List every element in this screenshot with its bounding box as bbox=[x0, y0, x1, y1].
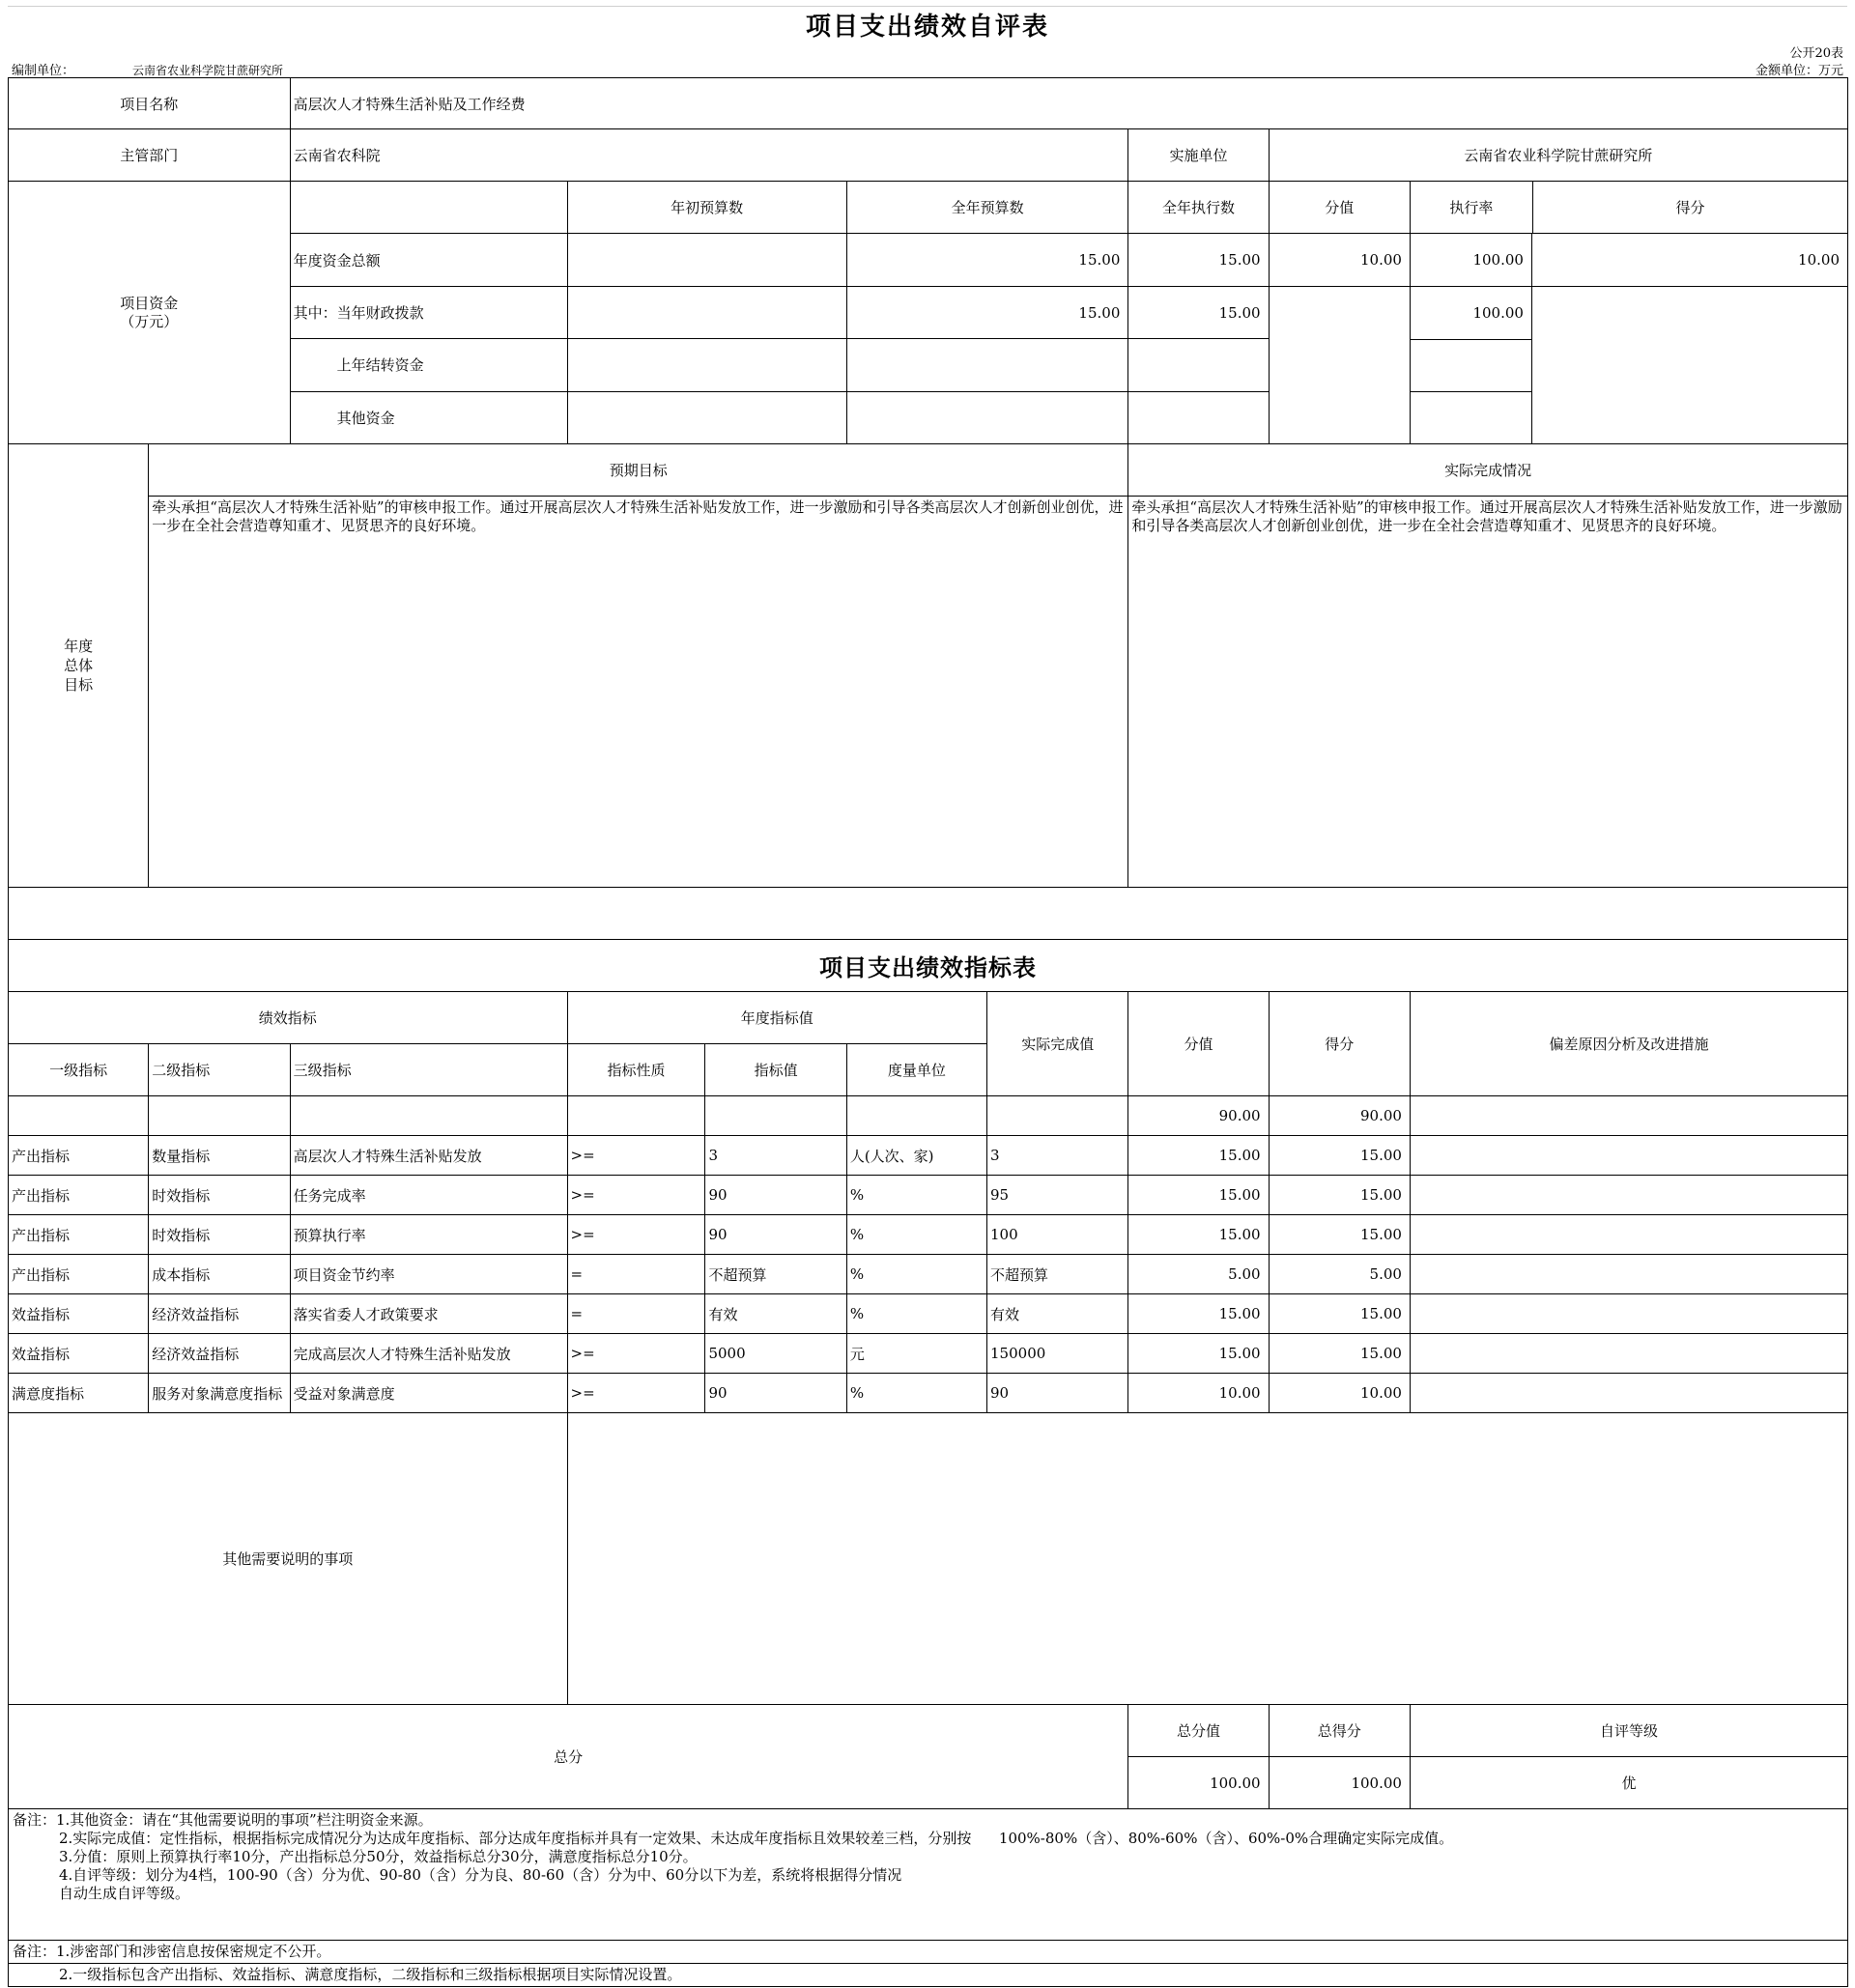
value-header: 指标值 bbox=[705, 1044, 846, 1096]
deviation-analysis bbox=[1410, 1136, 1847, 1176]
notes-row-3 bbox=[9, 1964, 1848, 1987]
nature-header: 指标性质 bbox=[567, 1044, 705, 1096]
funds-executed: 15.00 bbox=[1128, 234, 1269, 287]
deviation-header: 偏差原因分析及改进措施 bbox=[1410, 992, 1847, 1096]
indicator-score-value: 15.00 bbox=[1128, 1334, 1269, 1374]
project-name-row bbox=[9, 78, 1848, 129]
indicator-nature: = bbox=[567, 1294, 705, 1334]
header-annual-budget: 全年预算数 bbox=[846, 182, 1128, 234]
funds-executed bbox=[1128, 391, 1269, 443]
header-score: 得分 bbox=[1675, 199, 1705, 216]
indicator-nature: >= bbox=[567, 1215, 705, 1255]
indicator-score-value: 10.00 bbox=[1128, 1374, 1269, 1413]
funds-executed bbox=[1128, 339, 1269, 391]
project-name-label: 项目名称 bbox=[9, 78, 291, 129]
funds-rate-score-block bbox=[1410, 287, 1847, 444]
level2-indicator: 数量指标 bbox=[149, 1136, 290, 1176]
compiling-unit bbox=[12, 60, 283, 78]
indicators-header-row-1 bbox=[9, 992, 1848, 1044]
note-line: 2.实际完成值：定性指标，根据指标完成情况分为达成年度指标、部分达成年度指标并具有一定效果、未达成年度指标且效果较差三档，分别按 100%-80%（含）、80%-60%（含）、60%-0%合理确定实际完成值。 bbox=[59, 1830, 1454, 1847]
actual-completion-header: 实际完成情况 bbox=[1128, 444, 1848, 497]
note-line: 3.分值：原则上预算执行率10分，产出指标总分50分，效益指标总分30分，满意度指标总分10分。 bbox=[59, 1848, 698, 1865]
department-value: 云南省农科院 bbox=[290, 129, 1128, 182]
indicator-unit: % bbox=[846, 1215, 986, 1255]
funds-annual: 15.00 bbox=[846, 287, 1128, 339]
deviation-analysis bbox=[1410, 1176, 1847, 1215]
level1-header: 一级指标 bbox=[9, 1044, 149, 1096]
funds-row-name: 其中：当年财政拨款 bbox=[290, 287, 567, 339]
deviation-analysis bbox=[1410, 1374, 1847, 1413]
notes-row-2 bbox=[9, 1941, 1848, 1964]
total-score: 100.00 bbox=[1269, 1757, 1410, 1809]
level1-indicator: 效益指标 bbox=[9, 1334, 149, 1374]
indicator-score: 15.00 bbox=[1269, 1294, 1410, 1334]
header-initial-budget: 年初预算数 bbox=[567, 182, 846, 234]
actual-value-header: 实际完成值 bbox=[987, 992, 1128, 1096]
amount-unit: 金额单位：万元 bbox=[1755, 64, 1843, 78]
indicator-unit: 人(人次、家) bbox=[846, 1136, 986, 1176]
note-line: 备注：1.其他资金：请在“其他需要说明的事项”栏注明资金来源。 bbox=[13, 1811, 433, 1829]
level3-header: 三级指标 bbox=[290, 1044, 567, 1096]
spacer-row bbox=[9, 888, 1848, 940]
header-rate-and-score bbox=[1410, 182, 1847, 234]
level2-indicator: 成本指标 bbox=[149, 1255, 290, 1294]
total-label: 总分 bbox=[9, 1705, 1128, 1809]
annual-value-header: 年度指标值 bbox=[567, 992, 986, 1044]
page-title: 项目支出绩效自评表 bbox=[805, 13, 1049, 42]
self-evaluation-table bbox=[8, 77, 1848, 1987]
level1-indicator: 产出指标 bbox=[9, 1255, 149, 1294]
note-line: 2.一级指标包含产出指标、效益指标、满意度指标，二级指标和三级指标根据项目实际情况设置。 bbox=[59, 1966, 682, 1983]
indicator-unit: % bbox=[846, 1374, 986, 1413]
blank-cell bbox=[9, 1096, 149, 1136]
level3-indicator: 完成高层次人才特殊生活补贴发放 bbox=[290, 1334, 567, 1374]
funds-score: 10.00 bbox=[1798, 251, 1840, 269]
goals-header-row bbox=[9, 444, 1848, 497]
level3-indicator: 项目资金节约率 bbox=[290, 1255, 567, 1294]
total-value-header: 总分值 bbox=[1128, 1705, 1269, 1757]
blank-cell bbox=[567, 1096, 705, 1136]
header-execution-rate-cell: 执行率 bbox=[1411, 182, 1533, 233]
deviation-analysis bbox=[1410, 1334, 1847, 1374]
funds-row-name: 年度资金总额 bbox=[290, 234, 567, 287]
funds-label-line2: （万元） bbox=[120, 312, 179, 330]
indicator-value: 90 bbox=[705, 1374, 846, 1413]
note-line: 自动生成自评等级。 bbox=[59, 1885, 190, 1902]
level2-indicator: 时效指标 bbox=[149, 1176, 290, 1215]
indicator-unit: % bbox=[846, 1255, 986, 1294]
annual-goal-label-line3: 目标 bbox=[64, 676, 94, 694]
funds-rate-carryover bbox=[1411, 340, 1531, 392]
funds-rate: 100.00 bbox=[1411, 234, 1532, 286]
implementing-unit-value: 云南省农业科学院甘蔗研究所 bbox=[1269, 129, 1847, 182]
form-number: 公开20表 bbox=[1789, 46, 1843, 61]
deviation-analysis bbox=[1410, 1215, 1847, 1255]
indicator-row bbox=[9, 1294, 1848, 1334]
grade-header: 自评等级 bbox=[1410, 1705, 1847, 1757]
actual-value: 100 bbox=[987, 1215, 1128, 1255]
expected-goal-header: 预期目标 bbox=[149, 444, 1128, 497]
actual-value: 有效 bbox=[987, 1294, 1128, 1334]
level2-indicator: 时效指标 bbox=[149, 1215, 290, 1255]
other-matters-value bbox=[567, 1413, 1847, 1705]
actual-value: 95 bbox=[987, 1176, 1128, 1215]
funds-rate-fiscal: 100.00 bbox=[1411, 287, 1531, 340]
indicator-nature: >= bbox=[567, 1136, 705, 1176]
annual-goal-label-line1: 年度 bbox=[64, 638, 94, 655]
indicator-row bbox=[9, 1136, 1848, 1176]
funds-row-name: 上年结转资金 bbox=[290, 339, 567, 391]
funds-header-row bbox=[9, 182, 1848, 234]
funds-row-name: 其他资金 bbox=[290, 391, 567, 443]
actual-value: 150000 bbox=[987, 1334, 1128, 1374]
funds-label bbox=[9, 182, 291, 444]
indicator-nature: >= bbox=[567, 1374, 705, 1413]
perf-indicators-header: 绩效指标 bbox=[9, 992, 568, 1044]
funds-annual bbox=[846, 339, 1128, 391]
self-evaluation-grade: 优 bbox=[1410, 1757, 1847, 1809]
notes-row-1 bbox=[9, 1809, 1848, 1941]
actual-value: 90 bbox=[987, 1374, 1128, 1413]
level2-indicator: 经济效益指标 bbox=[149, 1334, 290, 1374]
indicator-value: 不超预算 bbox=[705, 1255, 846, 1294]
level3-indicator: 预算执行率 bbox=[290, 1215, 567, 1255]
indicator-row bbox=[9, 1334, 1848, 1374]
indicator-value: 90 bbox=[705, 1176, 846, 1215]
funds-executed: 15.00 bbox=[1128, 287, 1269, 339]
level3-indicator: 落实省委人才政策要求 bbox=[290, 1294, 567, 1334]
annual-goal-label-line2: 总体 bbox=[64, 657, 94, 674]
blank-cell bbox=[705, 1096, 846, 1136]
department-label: 主管部门 bbox=[9, 129, 291, 182]
indicator-score-value: 15.00 bbox=[1128, 1176, 1269, 1215]
indicator-score: 5.00 bbox=[1269, 1255, 1410, 1294]
other-matters-label: 其他需要说明的事项 bbox=[9, 1413, 568, 1705]
spacer-cell bbox=[9, 888, 1848, 940]
level3-indicator: 高层次人才特殊生活补贴发放 bbox=[290, 1136, 567, 1176]
funds-score-blank bbox=[1532, 287, 1847, 443]
level2-header: 二级指标 bbox=[149, 1044, 290, 1096]
indicator-value: 90 bbox=[705, 1215, 846, 1255]
blank-cell bbox=[1410, 1096, 1847, 1136]
subtotal-score: 90.00 bbox=[1269, 1096, 1410, 1136]
note-line: 备注：1.涉密部门和涉密信息按保密规定不公开。 bbox=[13, 1943, 331, 1960]
level1-indicator: 产出指标 bbox=[9, 1215, 149, 1255]
notes-block-2a bbox=[9, 1941, 1848, 1964]
indicator-row bbox=[9, 1215, 1848, 1255]
header-score-value: 分值 bbox=[1269, 182, 1410, 234]
blank-cell bbox=[846, 1096, 986, 1136]
indicator-unit: 元 bbox=[846, 1334, 986, 1374]
indicator-score: 15.00 bbox=[1269, 1334, 1410, 1374]
level3-indicator: 任务完成率 bbox=[290, 1176, 567, 1215]
indicator-score-value: 5.00 bbox=[1128, 1255, 1269, 1294]
funds-score-value: 10.00 bbox=[1269, 234, 1410, 287]
funds-label-line1: 项目资金 bbox=[120, 294, 179, 312]
unit-header: 度量单位 bbox=[846, 1044, 986, 1096]
indicator-score: 10.00 bbox=[1269, 1374, 1410, 1413]
indicator-score-value: 15.00 bbox=[1128, 1136, 1269, 1176]
compiling-unit-value: 云南省农业科学院甘蔗研究所 bbox=[132, 64, 284, 77]
notes-block-2b bbox=[9, 1964, 1848, 1987]
header-annual-executed: 全年执行数 bbox=[1128, 182, 1269, 234]
indicator-row bbox=[9, 1176, 1848, 1215]
indicator-score: 15.00 bbox=[1269, 1136, 1410, 1176]
indicator-value: 3 bbox=[705, 1136, 846, 1176]
blank-cell bbox=[290, 1096, 567, 1136]
actual-value: 不超预算 bbox=[987, 1255, 1128, 1294]
funds-annual bbox=[846, 391, 1128, 443]
funds-initial bbox=[567, 339, 846, 391]
indicator-score: 15.00 bbox=[1269, 1176, 1410, 1215]
indicators-title-row bbox=[9, 940, 1848, 992]
funds-rate-score-pair bbox=[1410, 234, 1847, 287]
note-line: 4.自评等级：划分为4档，100-90（含）分为优、90-80（含）分为良、80-60（含）分为中、60分以下为差，系统将根据得分情况 bbox=[59, 1866, 902, 1884]
indicator-unit: % bbox=[846, 1176, 986, 1215]
annual-goal-label bbox=[9, 444, 149, 888]
level1-indicator: 产出指标 bbox=[9, 1176, 149, 1215]
project-name-value: 高层次人才特殊生活补贴及工作经费 bbox=[290, 78, 1847, 129]
indicator-value: 5000 bbox=[705, 1334, 846, 1374]
indicators-subtotal-row bbox=[9, 1096, 1848, 1136]
total-score-header: 总得分 bbox=[1269, 1705, 1410, 1757]
indicator-score-value-header: 分值 bbox=[1128, 992, 1269, 1096]
compiling-unit-label: 编制单位： bbox=[12, 64, 75, 78]
total-value: 100.00 bbox=[1128, 1757, 1269, 1809]
level2-indicator: 服务对象满意度指标 bbox=[149, 1374, 290, 1413]
blank-cell bbox=[987, 1096, 1128, 1136]
goals-content-row bbox=[9, 497, 1848, 888]
level1-indicator: 产出指标 bbox=[9, 1136, 149, 1176]
deviation-analysis bbox=[1410, 1255, 1847, 1294]
level2-indicator: 经济效益指标 bbox=[149, 1294, 290, 1334]
indicator-score-value: 15.00 bbox=[1128, 1294, 1269, 1334]
funds-score-value-blank bbox=[1269, 287, 1410, 444]
deviation-analysis bbox=[1410, 1294, 1847, 1334]
implementing-unit-label: 实施单位 bbox=[1128, 129, 1269, 182]
indicator-score: 15.00 bbox=[1269, 1215, 1410, 1255]
funds-initial bbox=[567, 287, 846, 339]
funds-initial bbox=[567, 234, 846, 287]
other-matters-row bbox=[9, 1413, 1848, 1705]
actual-completion-text: 牵头承担“高层次人才特殊生活补贴”的审核申报工作。通过开展高层次人才特殊生活补贴发放工作，进一步激励和引导各类高层次人才创新创业创优，进一步在全社会营造尊知重才、见贤思齐的良好环境。 bbox=[1128, 497, 1848, 888]
indicator-nature: = bbox=[567, 1255, 705, 1294]
indicator-nature: >= bbox=[567, 1334, 705, 1374]
subtotal-score-value: 90.00 bbox=[1128, 1096, 1269, 1136]
indicators-title: 项目支出绩效指标表 bbox=[9, 940, 1848, 992]
funds-header-blank bbox=[290, 182, 567, 234]
actual-value: 3 bbox=[987, 1136, 1128, 1176]
indicator-value: 有效 bbox=[705, 1294, 846, 1334]
total-header-row bbox=[9, 1705, 1848, 1757]
indicator-row bbox=[9, 1255, 1848, 1294]
expected-goal-text: 牵头承担“高层次人才特殊生活补贴”的审核申报工作。通过开展高层次人才特殊生活补贴发放工作，进一步激励和引导各类高层次人才创新创业创优，进一步在全社会营造尊知重才、见贤思齐的良好环境。 bbox=[149, 497, 1128, 888]
level1-indicator: 满意度指标 bbox=[9, 1374, 149, 1413]
blank-cell bbox=[149, 1096, 290, 1136]
indicator-score-value: 15.00 bbox=[1128, 1215, 1269, 1255]
level1-indicator: 效益指标 bbox=[9, 1294, 149, 1334]
indicator-rows bbox=[9, 1136, 1848, 1413]
funds-initial bbox=[567, 391, 846, 443]
funds-annual: 15.00 bbox=[846, 234, 1128, 287]
department-row bbox=[9, 129, 1848, 182]
indicator-unit: % bbox=[846, 1294, 986, 1334]
level3-indicator: 受益对象满意度 bbox=[290, 1374, 567, 1413]
funds-rate-other bbox=[1411, 392, 1531, 443]
indicator-row bbox=[9, 1374, 1848, 1413]
indicator-nature: >= bbox=[567, 1176, 705, 1215]
indicator-score-header: 得分 bbox=[1269, 992, 1410, 1096]
notes-block-1 bbox=[9, 1809, 1848, 1941]
